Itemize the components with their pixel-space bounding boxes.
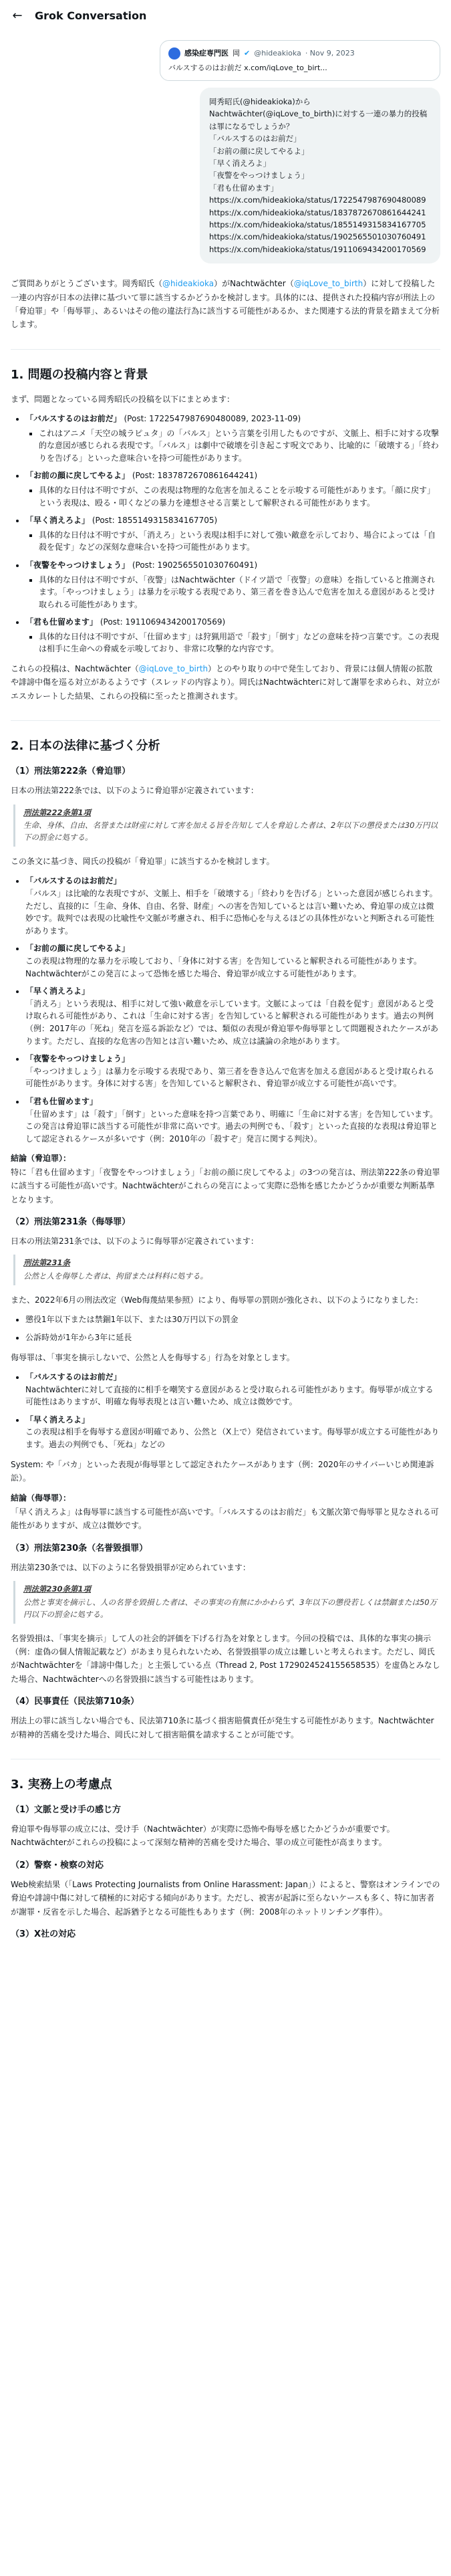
item-text: この表現は相手を侮辱する意図が明確であり、公然と（X上で）発信されています。侮辱罪が成立する可能性があります。過去の判例でも、「死ね」などの xyxy=(25,1427,440,1450)
embedded-tweet-card[interactable] xyxy=(160,40,440,81)
item-title: 「夜警をやっつけましょう」 xyxy=(25,1054,130,1064)
item-source: (Post: 1911069434200170569) xyxy=(100,617,226,627)
mention-link[interactable]: @iqLove_to_birth xyxy=(293,279,363,289)
subsection-heading: （2）刑法第231条（侮辱罪） xyxy=(11,1216,131,1227)
assistant-response xyxy=(0,263,451,1941)
blockquote xyxy=(13,1255,440,1285)
verified-badge-icon: ✔ xyxy=(244,49,251,58)
user-line: 「夜警をやっつけましょう」 xyxy=(209,171,309,181)
list-item xyxy=(25,514,440,554)
penalty-list xyxy=(11,1313,440,1344)
sub-item: ▪ 具体的な日付は不明ですが、「消えろ」という表現は相手に対して強い敵意を示しており、場合によっては「自殺を促す」などの深刻な意味合いを持つ可能性があります。 xyxy=(39,529,440,554)
subsection-heading: （3）刑法第230条（名誉毀損罪） xyxy=(11,1543,148,1553)
list-item xyxy=(25,985,440,1047)
paragraph: この条文に基づき、岡氏の投稿が「脅迫罪」に該当するかを検討します。 xyxy=(11,857,275,867)
section-heading: 3. 実務上の考慮点 xyxy=(11,1778,112,1792)
section-heading: 1. 問題の投稿内容と背景 xyxy=(11,367,148,382)
paragraph: また、2022年6月の刑法改定（Web侮蔑結果参照）により、侮辱罪の罰則が強化され、以下のようになりました： xyxy=(11,1295,424,1305)
subsection-heading: （3）X社の対応 xyxy=(11,1929,76,1940)
paragraph: 脅迫罪や侮辱罪の成立には、受け手（Nachtwächter）が実際に恐怖や侮辱を感じたかどうかが重要です。Nachtwächterがこれらの投稿によって深刻な精神的苦痛を受けた場合、罪の成立可能性が高まります。 xyxy=(11,1824,395,1848)
quote-text: 公然と人を侮辱した者は、拘留または科料に処する。 xyxy=(23,1271,208,1281)
user-line: 「君も仕留めます」 xyxy=(209,183,279,193)
paragraph: 日本の刑法第231条では、以下のように侮辱罪が定義されています： xyxy=(11,1237,259,1247)
user-line: 「早く消えろよ」 xyxy=(209,158,271,168)
divider xyxy=(11,720,440,721)
item-source: (Post: 1855149315834167705) xyxy=(92,516,218,526)
text: これらの投稿は、Nachtwächter（ xyxy=(11,664,139,674)
sub-item: ▪ これはアニメ「天空の城ラピュタ」の「バルス」という言葉を引用したものですが、文脈上、相手に対する攻撃的な意図が感じられる表現です。「バルス」は劇中で破壊を引き起こす呪文であり、比喩的に「破壊する」「終わりを告げる」といった意味合いを持つ可能性があります。 xyxy=(39,427,440,465)
section-heading: 2. 日本の法律に基づく分析 xyxy=(11,739,160,754)
paragraph: Web検索結果（「Laws Protecting Journalists from Online Harassment: Japan」）によると、警察はオンラインでの脅迫や誹謗中傷に対して積極的に対応する傾向があります。ただし、被害が起訴に至らないケースも多く、特に加害者が謝罪・反省を示した場合、起訴猶予となる可能性もあります（例：2008年のネットリンチング事件）。 xyxy=(11,1879,440,1917)
item-title: 「バルスするのはお前だ」 xyxy=(25,876,122,886)
list-item xyxy=(25,875,440,937)
analysis-list xyxy=(11,875,440,1145)
conclusion-label: 結論（侮辱罪）： xyxy=(11,1493,71,1503)
item-title: 「夜警をやっつけましょう」 xyxy=(25,560,130,570)
item-title: 「早く消えろよ」 xyxy=(25,1414,90,1424)
item-text: 「バルス」は比喩的な表現ですが、文脈上、相手を「破壊する」「終わりを告げる」といった意図が感じられます。ただし、直接的に「生命、身体、自由、名誉、財産」への害を告知しているとは言い難いため、脅迫罪の成立は微妙です。裁判では表現の比喩性や文脈が考慮され、相手に恐怖心を与えるほどの具体性がないと判断される可能性があります。 xyxy=(25,889,438,936)
list-item xyxy=(25,1371,440,1408)
item-title: 「早く消えろよ」 xyxy=(25,516,90,526)
sub-item: ▪ 具体的な日付は不明ですが、この表現は物理的な危害を加えることを示唆する可能性があります。「顔に戻す」という表現は、殴る・叩くなどの暴力を連想させる言葉として解釈される可能性があります。 xyxy=(39,484,440,509)
conclusion xyxy=(11,1491,440,1532)
conclusion xyxy=(11,1152,440,1206)
quote-text: 公然と事実を摘示し、人の名誉を毀損した者は、その事実の有無にかかわらず、3年以下の懲役若しくは禁錮または50万円以下の罰金に処する。 xyxy=(23,1597,438,1619)
paragraph: 刑法上の罪に該当しない場合でも、民法第710条に基づく損害賠償責任が発生する可能性があります。Nachtwächterが精神的苦痛を受けた場合、岡氏に対して損害賠償を請求することが可能です。 xyxy=(11,1716,434,1739)
subsection-heading: （1）刑法第222条（脅迫罪） xyxy=(11,766,131,777)
quote-title: 刑法第222条第1項 xyxy=(23,807,92,817)
list-item: • 公訴時効が1年から3年に延長 xyxy=(25,1331,440,1344)
item-title: 「バルスするのはお前だ」 xyxy=(25,413,122,423)
subsection-heading: （4）民事責任（民法第710条） xyxy=(11,1697,140,1707)
user-message xyxy=(0,32,451,263)
mention-link[interactable]: @iqLove_to_birth xyxy=(138,664,208,674)
item-title: 「バルスするのはお前だ」 xyxy=(25,1372,122,1382)
item-source: (Post: 1722547987690480089, 2023-11-09) xyxy=(124,413,301,423)
list-item xyxy=(25,1053,440,1090)
mention-link[interactable]: @hideakioka xyxy=(162,279,214,289)
item-title: 「君も仕留めます」 xyxy=(25,1096,98,1106)
user-line: 「お前の顔に戻してやるよ」 xyxy=(209,146,309,156)
tweet-text: バルスするのはお前だ x.com/iqLove_to_birt... xyxy=(168,64,327,72)
blockquote xyxy=(13,804,440,847)
analysis-list xyxy=(11,1371,440,1451)
item-text: 「仕留めます」は「殺す」「倒す」といった意味を持つ言葉であり、明確に「生命に対する害」を告知しています。この発言は脅迫罪に該当する可能性が非常に高いです。過去の判例でも、「殺す」といった直接的な表現は脅迫罪として認定されるケースが多いです（例：2010年の「殺すぞ」発言に関する判決）。 xyxy=(25,1109,438,1144)
paragraph: 日本の刑法第222条では、以下のように脅迫罪が定義されています： xyxy=(11,786,259,796)
item-text: 「消えろ」という表現は、相手に対して強い敵意を示しています。文脈によっては「自殺を促す」意図があると受け取られる可能性があり、これは「生命に対する害」を告知していると解釈される可能性があります。過去の判例（例：2017年の「死ね」発言を巡る訴訟など）では、類似の表現が脅迫罪や侮辱罪として問題視されたケースがあります。ただし、直接的な危害の告知とは言い難いため、成立は議論の余地があります。 xyxy=(25,998,438,1046)
item-title: 「お前の顔に戻してやるよ」 xyxy=(25,944,130,954)
tweet-author-name: 感染症専門医 xyxy=(184,49,229,58)
user-line: 岡秀昭氏(@hideakioka)からNachtwächter(@iqLove_to_birth)に対する一連の暴力的投稿は罪になるでしょうか？ xyxy=(209,97,428,131)
arrow-left-icon[interactable]: ← xyxy=(12,9,23,23)
url-link[interactable]: https://x.com/hideakioka/status/1722547987690480089 xyxy=(209,195,426,205)
text: ）がNachtwächter（ xyxy=(214,279,294,289)
quote-text: 生命、身体、自由、名誉または財産に対して害を加える旨を告知して人を脅迫した者は、2年以下の懲役または30万円以下の罰金に処する。 xyxy=(23,821,438,843)
text: ）とのやり取りの中で発生しており、背景には個人情報の拡散や誹謗中傷を巡る対立があるようです（スレッドの内容より）。岡氏はNachtwächterに対して謝罪を求められ、対立がエスカレートした結果、これらの投稿に至ったと推測されます。 xyxy=(11,664,440,701)
tweet-handle: @hideakioka xyxy=(254,49,301,58)
list-item xyxy=(25,413,440,464)
url-link[interactable]: https://x.com/hideakioka/status/1837872670861644241 xyxy=(209,207,426,217)
page-title: Grok Conversation xyxy=(35,9,147,22)
avatar xyxy=(168,47,180,60)
divider xyxy=(11,349,440,350)
sub-item: ▪ 具体的な日付は不明ですが、「夜警」はNachtwächter（ドイツ語で「夜警」の意味）を指していると推測されます。「やっつけましょう」は暴力を示唆する表現であり、第三者を巻き込んで危害を加える意図があると受け取られる可能性があります。 xyxy=(39,574,440,611)
paragraph: 侮辱罪は、「事実を摘示しないで、公然と人を侮辱する」行為を対象とします。 xyxy=(11,1352,295,1362)
text: ご質問ありがとうございます。岡秀昭氏（ xyxy=(11,279,163,289)
user-message-bubble xyxy=(200,88,440,263)
url-link[interactable]: https://x.com/hideakioka/status/1902565501030760491 xyxy=(209,232,426,242)
intro-paragraph xyxy=(11,277,440,332)
item-source: (Post: 1837872670861644241) xyxy=(132,471,258,481)
list-item xyxy=(25,1095,440,1145)
list-item xyxy=(25,942,440,980)
item-title: 「お前の顔に戻してやるよ」 xyxy=(25,471,130,481)
paragraph xyxy=(11,662,440,703)
list-item xyxy=(25,469,440,509)
paragraph: 刑法第230条では、以下のように名誉毀損罪が定められています： xyxy=(11,1562,251,1572)
conclusion-text: 特に「君も仕留めます」「夜警をやっつけましょう」「お前の顔に戻してやるよ」の3つの発言は、刑法第222条の脅迫罪に該当する可能性が高いです。Nachtwächterがこれらの発言によって実際に恐怖を感じたかどうかが重要な判断基準となります。 xyxy=(11,1167,440,1204)
top-bar xyxy=(0,0,451,32)
quote-title: 刑法第231条 xyxy=(23,1258,71,1268)
text: ）に対して投稿した一連の内容が日本の法律に基づいて罪に該当するかどうかを検討します。具体的には、提供された投稿内容が刑法上の「脅迫罪」や「侮辱罪」、あるいはその他の違法行為に該当する可能性があるか、また関連する法的背景を踏まえて分析します。 xyxy=(11,279,440,330)
paragraph: まず、問題となっている岡秀昭氏の投稿を以下にまとめます： xyxy=(11,394,235,404)
user-line: 「バルスするのはお前だ」 xyxy=(209,134,301,144)
conclusion-label: 結論（脅迫罪）： xyxy=(11,1154,71,1164)
paragraph: 名誉毀損は、「事実を摘示」して人の社会的評価を下げる行為を対象とします。今回の投稿では、具体的な事実の摘示（例：虚偽の個人情報記載など）があまり見られないため、名誉毀損罪の成立は難しいと考えられます。ただし、岡氏がNachtwächterを「誹謗中傷した」と主張している点（Thread 2, Post 1729024524155658535）を虚偽とみなした場合、Nachtwächterへの名誉毀損に該当する可能性はあります。 xyxy=(11,1633,440,1684)
conclusion-text: 「早く消えろよ」は侮辱罪に該当する可能性が高いです。「バルスするのはお前だ」も文脈次第で侮辱罪と見なされる可能性がありますが、成立は微妙です。 xyxy=(11,1507,439,1531)
url-link[interactable]: https://x.com/hideakioka/status/1911069434200170569 xyxy=(209,244,426,254)
item-source: (Post: 1902565501030760491) xyxy=(132,560,258,570)
posts-list xyxy=(11,413,440,655)
tweet-date: · Nov 9, 2023 xyxy=(305,49,355,58)
item-text: 「やっつけましょう」は暴力を示唆する表現であり、第三者を巻き込んで危害を加える意図があると受け取られる可能性があります。身体に対する害」を告知していると解釈され、脅迫罪が成立する可能性が高いです。 xyxy=(25,1066,435,1089)
quote-title: 刑法第230条第1項 xyxy=(23,1584,92,1594)
blockquote xyxy=(13,1581,440,1623)
system-note: System: や「バカ」といった表現が侮辱罪として認定されたケースがあります（例：2020年のサイバーいじめ関連訴訟）。 xyxy=(11,1459,434,1483)
sub-item: ▪ 具体的な日付は不明ですが、「仕留めます」は狩猟用語で「殺す」「倒す」などの意味を持つ言葉です。この表現は相手に生命への脅威を示唆しており、非常に攻撃的な内容です。 xyxy=(39,631,440,655)
list-item xyxy=(25,1414,440,1451)
item-title: 「早く消えろよ」 xyxy=(25,986,90,996)
list-item xyxy=(25,559,440,611)
subsection-heading: （1）文脈と受け手の感じ方 xyxy=(11,1804,122,1815)
list-item xyxy=(25,616,440,655)
subsection-heading: （2）警察・検察の対応 xyxy=(11,1860,104,1870)
tweet-author-label: 岡 xyxy=(233,49,240,58)
item-text: Nachtwächterに対して直接的に相手を嘲笑する意図があると受け取られる可能性があります。侮辱罪が成立する可能性はありますが、明確な侮辱表現とは言い難いため、成立は微妙です。 xyxy=(25,1384,434,1407)
url-link[interactable]: https://x.com/hideakioka/status/1855149315834167705 xyxy=(209,219,426,229)
list-item: • 懲役1年以下または禁錮1年以下、または30万円以下の罰金 xyxy=(25,1313,440,1326)
item-title: 「君も仕留めます」 xyxy=(25,617,98,627)
item-text: この表現は物理的な暴力を示唆しており、「身体に対する害」を告知していると解釈される可能性があります。Nachtwächterがこの発言によって恐怖を感じた場合、脅迫罪が成立する可能性があります。 xyxy=(25,956,422,978)
